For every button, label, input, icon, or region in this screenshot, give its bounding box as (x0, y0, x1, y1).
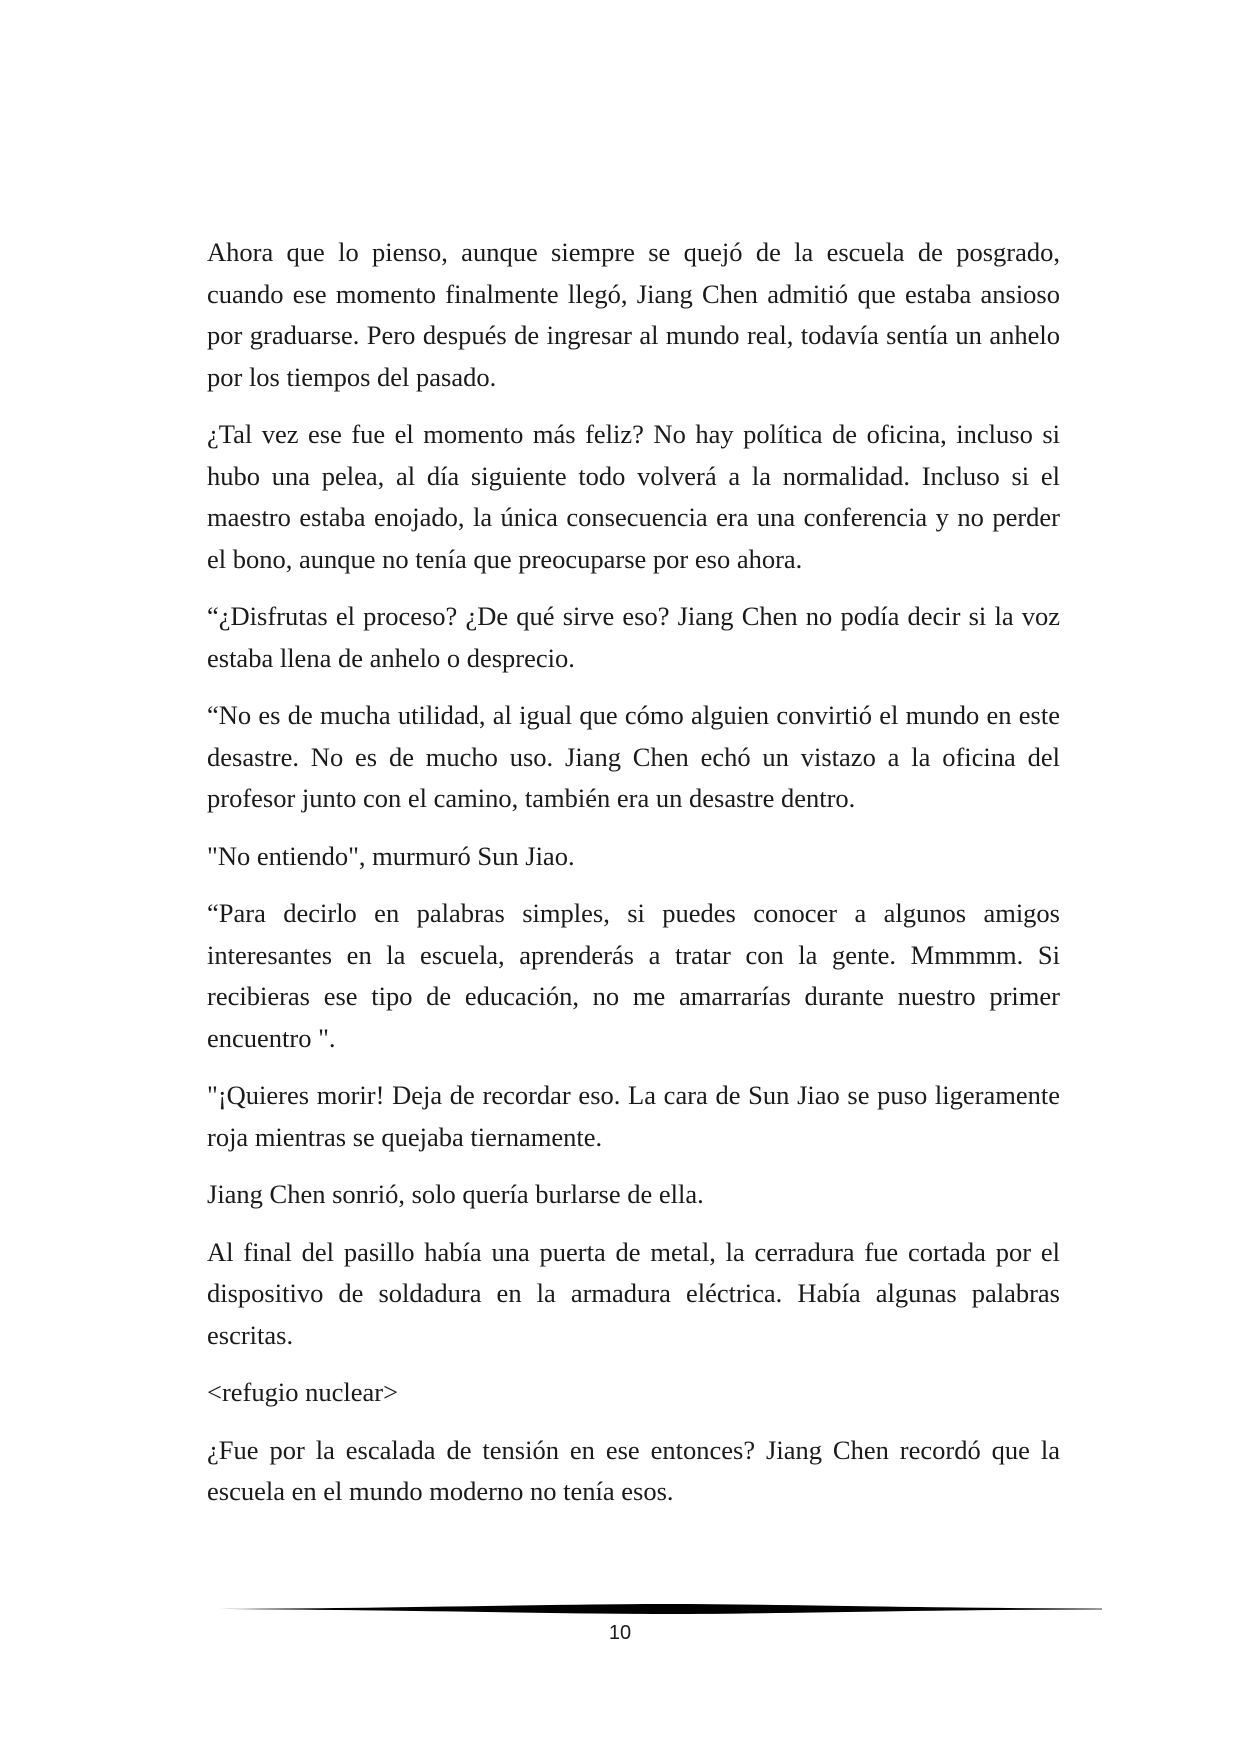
body-text (207, 232, 1060, 1529)
page-number: 10 (608, 1622, 632, 1644)
paragraph: "¡Quieres morir! Deja de recordar eso. La cara de Sun Jiao se puso ligeramente roja mientras se quejaba tiernamente. (207, 1080, 1060, 1152)
paragraph: “No es de mucha utilidad, al igual que cómo alguien convirtió el mundo en este desastre. No es de mucho uso. Jiang Chen echó un vistazo a la oficina del profesor junto con el camino, también era un desastre dentro. (207, 700, 1060, 813)
paragraph: Al final del pasillo había una puerta de metal, la cerradura fue cortada por el dispositivo de soldadura en la armadura eléctrica. Había algunas palabras escritas. (207, 1236, 1060, 1350)
paragraph: "No entiendo", murmuró Sun Jiao. (207, 840, 575, 871)
paragraph: “¿Disfrutas el proceso? ¿De qué sirve eso? Jiang Chen no podía decir si la voz estaba llena de anhelo o desprecio. (207, 601, 1060, 673)
footer-rule (207, 1603, 1102, 1615)
paragraph: Jiang Chen sonrió, solo quería burlarse de ella. (207, 1179, 704, 1209)
paragraph: <refugio nuclear> (207, 1377, 399, 1407)
paragraph: ¿Fue por la escalada de tensión en ese entonces? Jiang Chen recordó que la escuela en el mundo moderno no tenía esos. (207, 1434, 1060, 1506)
paragraph: Ahora que lo pienso, aunque siempre se quejó de la escuela de posgrado, cuando ese momento finalmente llegó, Jiang Chen admitió que estaba ansioso por graduarse. Pero después de ingresar al mundo real, todavía sentía un anhelo por los tiempos del pasado. (207, 237, 1060, 392)
paragraph: ¿Tal vez ese fue el momento más feliz? No hay política de oficina, incluso si hubo una pelea, al día siguiente todo volverá a la normalidad. Incluso si el maestro estaba enojado, la única consecuencia era una conferencia y no perder el bono, aunque no tenía que preocuparse por eso ahora. (207, 419, 1060, 574)
paragraph: “Para decirlo en palabras simples, si puedes conocer a algunos amigos interesantes en la escuela, aprenderás a tratar con la gente. Mmmmm. Si recibieras ese tipo de educación, no me amarrarías durante nuestro primer encuentro ". (207, 898, 1060, 1053)
